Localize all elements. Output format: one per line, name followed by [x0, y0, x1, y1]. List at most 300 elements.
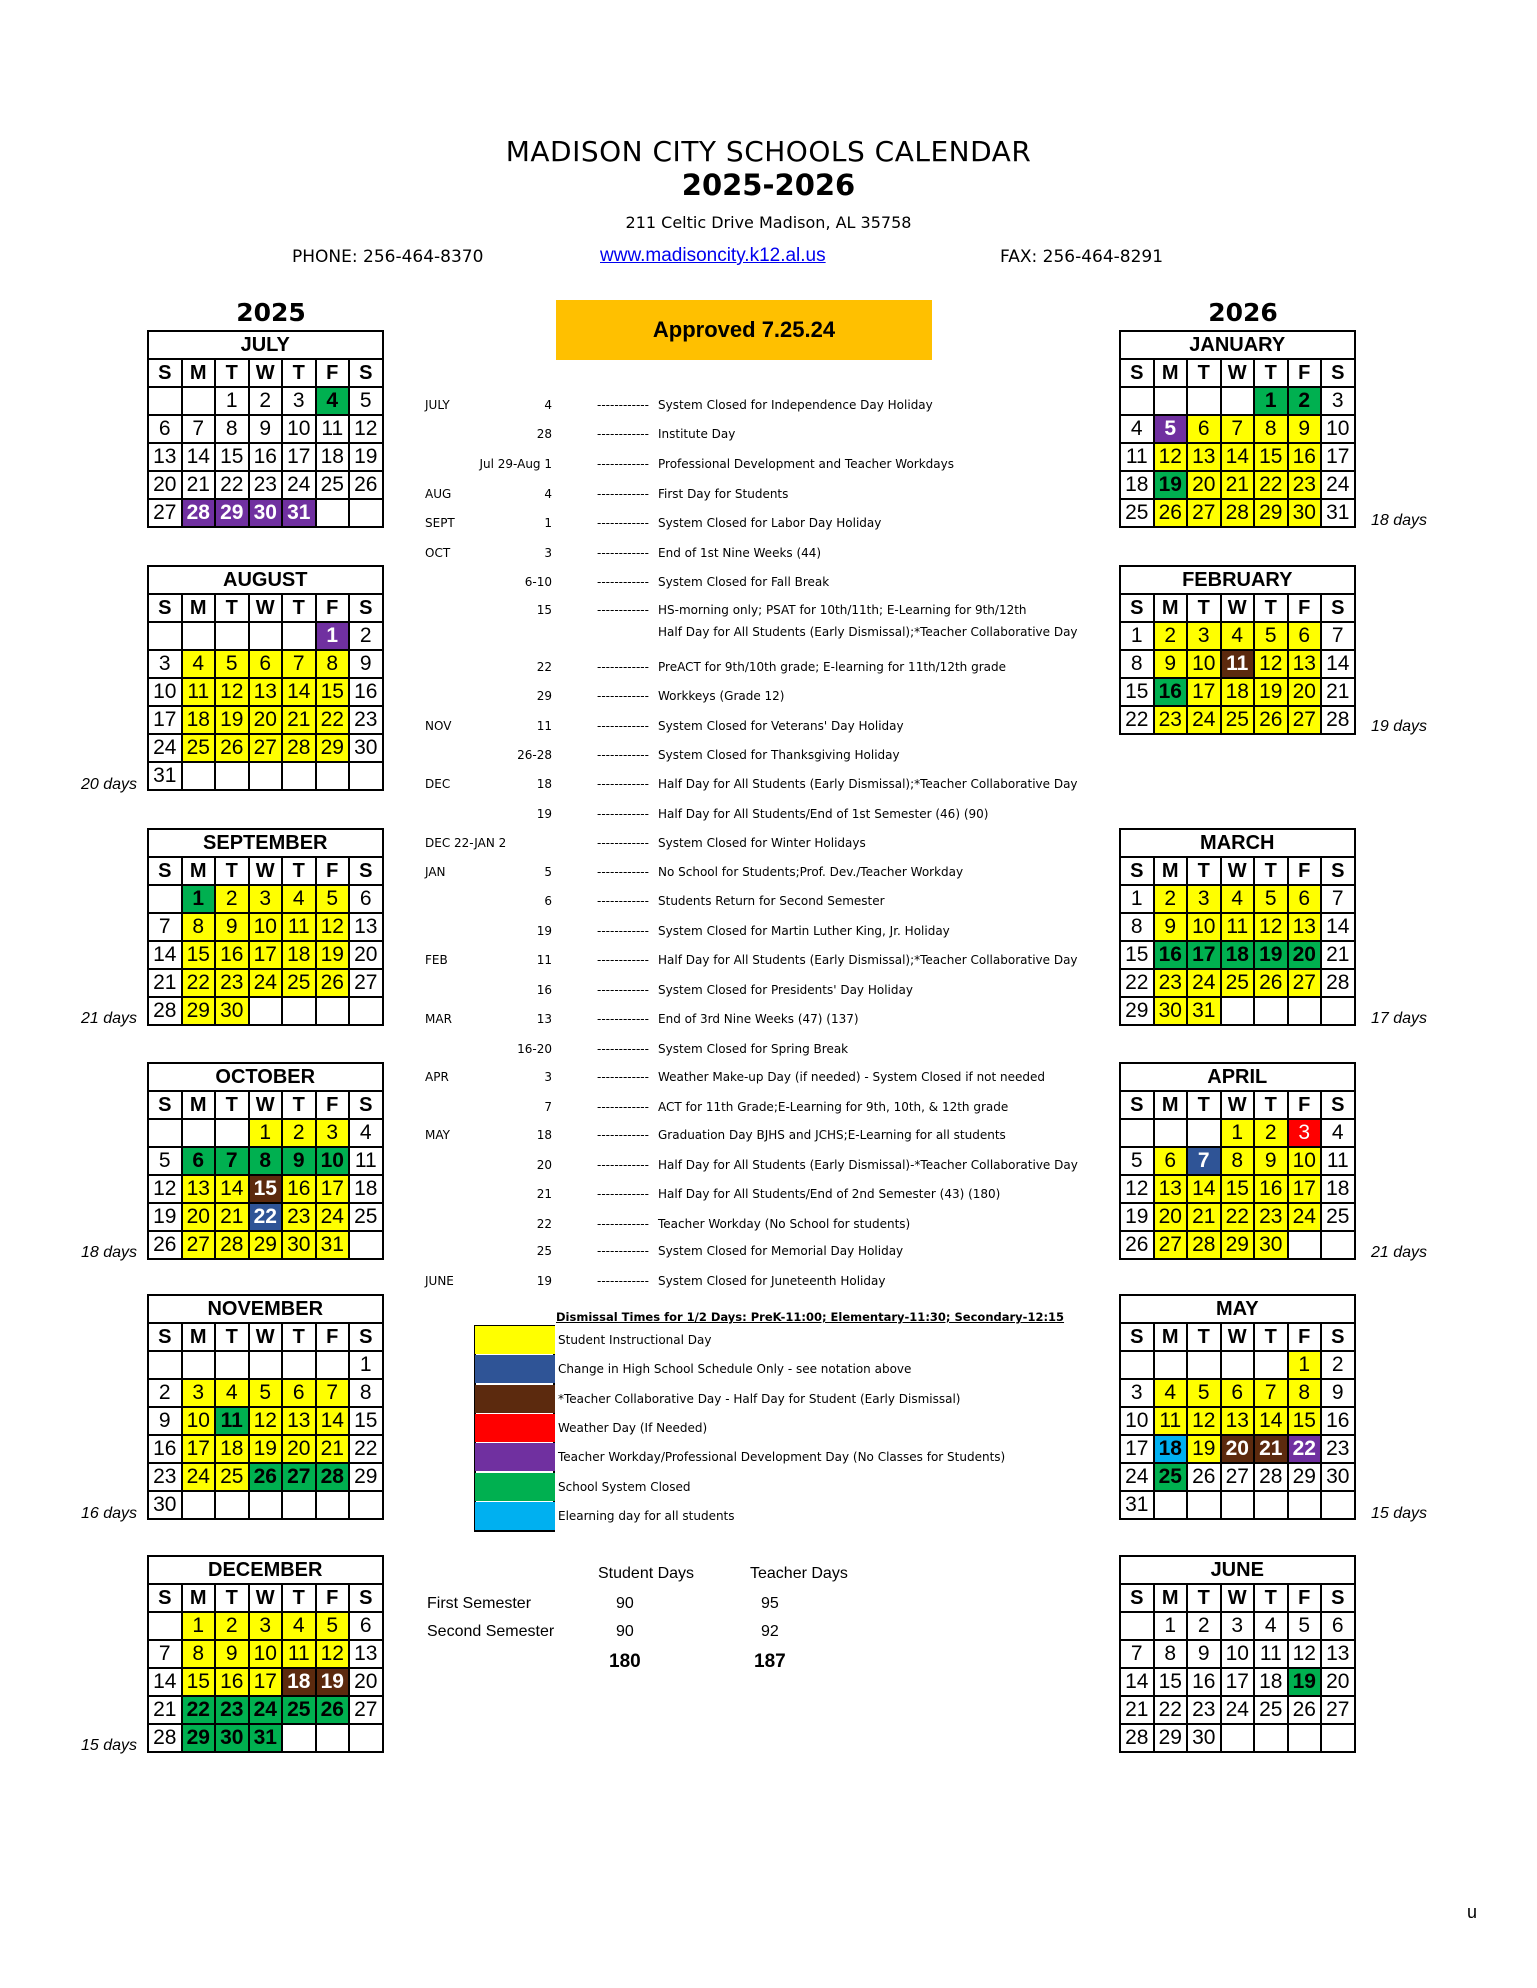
day-cell: 1 — [182, 1612, 216, 1640]
day-cell: 10 — [148, 678, 182, 706]
first-semester-label: First Semester — [427, 1595, 532, 1612]
day-cell: 26 — [1288, 1696, 1322, 1724]
empty-cell — [1254, 1724, 1288, 1752]
day-cell: 5 — [316, 1612, 350, 1640]
event-separator: ------------ — [597, 487, 649, 501]
day-cell: 25 — [282, 1696, 316, 1724]
event-separator: ------------ — [597, 1274, 649, 1288]
event-description: HS-morning only; PSAT for 10th/11th; E-Learning for 9th/12th — [658, 603, 1027, 617]
empty-cell — [1288, 1724, 1322, 1752]
day-cell: 8 — [1154, 1640, 1188, 1668]
day-cell: 11 — [282, 913, 316, 941]
legend-swatch-purple — [475, 1443, 555, 1471]
day-cell: 24 — [1321, 471, 1355, 499]
weekday-header: M — [182, 1323, 216, 1351]
day-cell: 11 — [1221, 650, 1255, 678]
school-days-count: 21 days — [1371, 1243, 1428, 1261]
school-days-count: 15 days — [1371, 1505, 1428, 1523]
address: 211 Celtic Drive Madison, AL 35758 — [625, 213, 912, 232]
day-cell: 20 — [282, 1435, 316, 1463]
day-cell: 28 — [1321, 706, 1355, 734]
day-cell: 8 — [1120, 650, 1154, 678]
day-cell: 14 — [1321, 913, 1355, 941]
day-cell: 9 — [1154, 913, 1188, 941]
event-date: 6 — [544, 894, 552, 908]
event-description: First Day for Students — [658, 487, 789, 501]
day-cell: 15 — [182, 1668, 216, 1696]
event-date: 4 — [544, 487, 552, 501]
event-date: 21 — [536, 1187, 552, 1201]
day-cell: 9 — [1288, 415, 1322, 443]
event-separator: ------------ — [597, 807, 649, 821]
empty-cell — [1321, 1231, 1355, 1259]
day-cell: 16 — [215, 941, 249, 969]
day-cell: 27 — [282, 1463, 316, 1491]
event-separator: ------------ — [597, 1042, 649, 1056]
weekday-header: S — [1120, 857, 1154, 885]
day-cell: 18 — [282, 1668, 316, 1696]
month-name: JULY — [148, 331, 383, 359]
day-cell: 5 — [1154, 415, 1188, 443]
day-cell: 31 — [249, 1724, 283, 1752]
day-cell: 29 — [249, 1231, 283, 1259]
empty-cell — [1187, 1351, 1221, 1379]
day-cell: 14 — [1254, 1407, 1288, 1435]
event-date: 26-28 — [517, 748, 552, 762]
day-cell: 29 — [215, 499, 249, 527]
empty-cell — [249, 1351, 283, 1379]
day-cell: 5 — [249, 1379, 283, 1407]
weekday-header: S — [1321, 857, 1355, 885]
empty-cell — [148, 1351, 182, 1379]
event-separator: ------------ — [597, 516, 649, 530]
day-cell: 20 — [1221, 1435, 1255, 1463]
day-cell: 21 — [148, 969, 182, 997]
empty-cell — [182, 387, 216, 415]
empty-cell — [316, 1491, 350, 1519]
event-month: FEB — [425, 953, 448, 967]
event-description: Teacher Workday (No School for students) — [658, 1217, 911, 1231]
day-cell: 17 — [182, 1435, 216, 1463]
weekday-header: T — [282, 857, 316, 885]
day-cell: 19 — [1254, 941, 1288, 969]
day-cell: 5 — [1120, 1147, 1154, 1175]
school-days-count: 20 days — [81, 776, 138, 794]
day-cell: 22 — [1120, 969, 1154, 997]
day-cell: 26 — [249, 1463, 283, 1491]
empty-cell — [316, 762, 350, 790]
day-cell: 13 — [1288, 913, 1322, 941]
empty-cell — [215, 1351, 249, 1379]
day-cell: 30 — [215, 997, 249, 1025]
day-cell: 24 — [1187, 969, 1221, 997]
weekday-header: S — [349, 857, 383, 885]
day-cell: 25 — [182, 734, 216, 762]
day-cell: 10 — [282, 415, 316, 443]
day-cell: 11 — [1221, 913, 1255, 941]
day-cell: 24 — [316, 1203, 350, 1231]
empty-cell — [1120, 1612, 1154, 1640]
day-cell: 14 — [148, 941, 182, 969]
empty-cell — [249, 762, 283, 790]
legend-swatch-red — [475, 1414, 555, 1442]
day-cell: 10 — [1187, 650, 1221, 678]
day-cell: 4 — [1221, 622, 1255, 650]
day-cell: 16 — [1254, 1175, 1288, 1203]
day-cell: 14 — [1120, 1668, 1154, 1696]
month-name: NOVEMBER — [148, 1295, 383, 1323]
day-cell: 2 — [1154, 622, 1188, 650]
event-date: 28 — [536, 427, 552, 441]
empty-cell — [282, 622, 316, 650]
empty-cell — [1187, 387, 1221, 415]
event-description: Students Return for Second Semester — [658, 894, 885, 908]
empty-cell — [1254, 1491, 1288, 1519]
day-cell: 15 — [215, 443, 249, 471]
day-cell: 11 — [182, 678, 216, 706]
day-cell: 1 — [1254, 387, 1288, 415]
day-cell: 4 — [282, 885, 316, 913]
day-cell: 6 — [1187, 415, 1221, 443]
weekday-header: S — [349, 1091, 383, 1119]
weekday-header: S — [349, 359, 383, 387]
legend-label: Weather Day (If Needed) — [558, 1420, 708, 1435]
empty-cell — [148, 387, 182, 415]
event-description: PreACT for 9th/10th grade; E-learning for 11th/12th grade — [658, 660, 1006, 674]
day-cell: 20 — [1288, 941, 1322, 969]
empty-cell — [1288, 1491, 1322, 1519]
empty-cell — [1321, 1491, 1355, 1519]
day-cell: 27 — [1288, 706, 1322, 734]
day-cell: 30 — [282, 1231, 316, 1259]
weekday-header: T — [1254, 594, 1288, 622]
weekday-header: S — [1120, 1323, 1154, 1351]
month-name: FEBRUARY — [1120, 566, 1355, 594]
event-description: System Closed for Winter Holidays — [658, 836, 866, 850]
weekday-header: S — [349, 1584, 383, 1612]
day-cell: 2 — [1187, 1612, 1221, 1640]
month-august — [147, 565, 384, 791]
day-cell: 3 — [1321, 387, 1355, 415]
day-cell: 24 — [1120, 1463, 1154, 1491]
weekday-header: T — [1254, 1091, 1288, 1119]
month-september — [147, 828, 384, 1026]
day-cell: 18 — [1321, 1175, 1355, 1203]
day-cell: 16 — [1288, 443, 1322, 471]
event-month: OCT — [425, 546, 451, 560]
day-cell: 18 — [1120, 471, 1154, 499]
day-cell: 4 — [1254, 1612, 1288, 1640]
day-cell: 16 — [1154, 678, 1188, 706]
event-date: 16-20 — [517, 1042, 552, 1056]
day-cell: 7 — [282, 650, 316, 678]
total-teacher-days: 187 — [754, 1651, 786, 1672]
day-cell: 2 — [215, 885, 249, 913]
day-cell: 28 — [1187, 1231, 1221, 1259]
day-cell: 29 — [1120, 997, 1154, 1025]
weekday-header: T — [282, 594, 316, 622]
day-cell: 2 — [282, 1119, 316, 1147]
day-cell: 6 — [1321, 1612, 1355, 1640]
day-cell: 3 — [148, 650, 182, 678]
empty-cell — [1221, 997, 1255, 1025]
empty-cell — [148, 1119, 182, 1147]
event-date: 18 — [536, 777, 552, 791]
day-cell: 17 — [282, 443, 316, 471]
day-cell: 8 — [349, 1379, 383, 1407]
empty-cell — [1154, 1351, 1188, 1379]
empty-cell — [1221, 1491, 1255, 1519]
event-description: System Closed for Spring Break — [658, 1042, 849, 1056]
empty-cell — [1154, 387, 1188, 415]
day-cell: 20 — [349, 1668, 383, 1696]
day-cell: 1 — [1120, 622, 1154, 650]
weekday-header: F — [1288, 594, 1322, 622]
empty-cell — [1154, 1119, 1188, 1147]
event-separator: ------------ — [597, 427, 649, 441]
empty-cell — [249, 622, 283, 650]
day-cell: 24 — [1221, 1696, 1255, 1724]
day-cell: 30 — [349, 734, 383, 762]
day-cell: 20 — [182, 1203, 216, 1231]
weekday-header: T — [1187, 857, 1221, 885]
event-month: JULY — [425, 398, 450, 412]
day-cell: 12 — [1187, 1407, 1221, 1435]
day-cell: 24 — [249, 1696, 283, 1724]
day-cell: 7 — [1321, 622, 1355, 650]
day-cell: 29 — [1288, 1463, 1322, 1491]
event-month: MAR — [425, 1012, 452, 1026]
day-cell: 11 — [316, 415, 350, 443]
day-cell: 3 — [282, 387, 316, 415]
weekday-header: F — [316, 857, 350, 885]
empty-cell — [182, 1351, 216, 1379]
day-cell: 12 — [1154, 443, 1188, 471]
event-description: Half Day for All Students (Early Dismissal);*Teacher Collaborative Day — [658, 777, 1078, 791]
weekday-header: S — [1321, 1091, 1355, 1119]
day-cell: 28 — [215, 1231, 249, 1259]
day-cell: 27 — [1321, 1696, 1355, 1724]
day-cell: 26 — [1120, 1231, 1154, 1259]
event-separator: ------------ — [597, 983, 649, 997]
empty-cell — [1321, 1724, 1355, 1752]
weekday-header: F — [1288, 857, 1322, 885]
weekday-header: W — [1221, 1323, 1255, 1351]
day-cell: 5 — [1288, 1612, 1322, 1640]
school-days-count: 15 days — [81, 1736, 138, 1754]
event-description: Half Day for All Students (Early Dismissal);*Teacher Collaborative Day — [658, 953, 1078, 967]
day-cell: 13 — [148, 443, 182, 471]
day-cell: 10 — [1221, 1640, 1255, 1668]
weekday-header: S — [148, 857, 182, 885]
day-cell: 1 — [316, 622, 350, 650]
legend-swatch-green — [475, 1473, 555, 1501]
day-cell: 20 — [349, 941, 383, 969]
event-month: JUNE — [425, 1274, 454, 1288]
weekday-header: W — [1221, 359, 1255, 387]
dismissal-times: Dismissal Times for 1/2 Days: PreK-11:00; Elementary-11:30; Secondary-12:15 — [556, 1310, 1065, 1324]
empty-cell — [182, 1491, 216, 1519]
event-separator: ------------ — [597, 1070, 649, 1084]
day-cell: 23 — [215, 1696, 249, 1724]
day-cell: 9 — [1321, 1379, 1355, 1407]
day-cell: 27 — [349, 1696, 383, 1724]
day-cell: 6 — [182, 1147, 216, 1175]
event-date: 18 — [536, 1128, 552, 1142]
day-cell: 16 — [1187, 1668, 1221, 1696]
day-cell: 31 — [282, 499, 316, 527]
empty-cell — [1221, 1351, 1255, 1379]
day-cell: 26 — [215, 734, 249, 762]
empty-cell — [182, 1119, 216, 1147]
website-link[interactable]: www.madisoncity.k12.al.us — [600, 245, 826, 266]
event-date: 19 — [536, 807, 552, 821]
day-cell: 10 — [1288, 1147, 1322, 1175]
day-cell: 13 — [1187, 443, 1221, 471]
school-days-count: 19 days — [1371, 717, 1428, 735]
weekday-header: T — [1254, 1584, 1288, 1612]
legend-swatch-cyan — [475, 1502, 555, 1530]
day-cell: 11 — [282, 1640, 316, 1668]
weekday-header: S — [1321, 1584, 1355, 1612]
day-cell: 22 — [1120, 706, 1154, 734]
event-description: System Closed for Veterans' Day Holiday — [658, 719, 904, 733]
day-cell: 28 — [148, 1724, 182, 1752]
day-cell: 27 — [349, 969, 383, 997]
day-cell: 21 — [1321, 678, 1355, 706]
day-cell: 5 — [316, 885, 350, 913]
day-cell: 21 — [215, 1203, 249, 1231]
day-cell: 26 — [1254, 969, 1288, 997]
day-cell: 11 — [215, 1407, 249, 1435]
empty-cell — [316, 1351, 350, 1379]
event-description: System Closed for Thanksgiving Holiday — [658, 748, 900, 762]
day-cell: 2 — [349, 622, 383, 650]
empty-cell — [282, 762, 316, 790]
weekday-header: M — [182, 857, 216, 885]
day-cell: 21 — [182, 471, 216, 499]
day-cell: 4 — [215, 1379, 249, 1407]
day-cell: 9 — [215, 913, 249, 941]
day-cell: 25 — [1254, 1696, 1288, 1724]
day-cell: 15 — [1120, 941, 1154, 969]
weekday-header: M — [1154, 1584, 1188, 1612]
event-date: 3 — [544, 546, 552, 560]
day-cell: 17 — [1321, 443, 1355, 471]
day-cell: 5 — [1187, 1379, 1221, 1407]
day-cell: 21 — [1221, 471, 1255, 499]
event-separator: ------------ — [597, 894, 649, 908]
day-cell: 28 — [182, 499, 216, 527]
day-cell: 1 — [1221, 1119, 1255, 1147]
day-cell: 13 — [349, 913, 383, 941]
day-cell: 13 — [1154, 1175, 1188, 1203]
weekday-header: W — [249, 1091, 283, 1119]
event-description: Graduation Day BJHS and JCHS;E-Learning for all students — [658, 1128, 1006, 1142]
day-cell: 7 — [316, 1379, 350, 1407]
weekday-header: M — [1154, 1091, 1188, 1119]
day-cell: 22 — [1154, 1696, 1188, 1724]
weekday-header: S — [1321, 1323, 1355, 1351]
day-cell: 28 — [148, 997, 182, 1025]
weekday-header: T — [282, 359, 316, 387]
empty-cell — [1221, 387, 1255, 415]
event-separator: ------------ — [597, 689, 649, 703]
day-cell: 23 — [1254, 1203, 1288, 1231]
day-cell: 12 — [316, 1640, 350, 1668]
event-date: 29 — [536, 689, 552, 703]
event-description: System Closed for Juneteenth Holiday — [658, 1274, 886, 1288]
day-cell: 22 — [182, 1696, 216, 1724]
year-right: 2026 — [1208, 298, 1278, 327]
day-cell: 1 — [1154, 1612, 1188, 1640]
day-cell: 7 — [1221, 415, 1255, 443]
empty-cell — [316, 499, 350, 527]
legend-label: Elearning day for all students — [558, 1508, 735, 1523]
weekday-header: S — [148, 594, 182, 622]
day-cell: 14 — [215, 1175, 249, 1203]
day-cell: 22 — [1221, 1203, 1255, 1231]
day-cell: 11 — [1154, 1407, 1188, 1435]
day-cell: 9 — [282, 1147, 316, 1175]
event-description: System Closed for Independence Day Holiday — [658, 398, 933, 412]
weekday-header: F — [316, 1091, 350, 1119]
day-cell: 25 — [1221, 969, 1255, 997]
day-cell: 30 — [1154, 997, 1188, 1025]
weekday-header: S — [1120, 359, 1154, 387]
event-description: ACT for 11th Grade;E-Learning for 9th, 10th, & 12th grade — [658, 1100, 1009, 1114]
weekday-header: F — [316, 1323, 350, 1351]
day-cell: 3 — [1120, 1379, 1154, 1407]
month-march — [1119, 828, 1356, 1026]
day-cell: 24 — [249, 969, 283, 997]
day-cell: 19 — [1254, 678, 1288, 706]
day-cell: 24 — [182, 1463, 216, 1491]
weekday-header: T — [282, 1323, 316, 1351]
day-cell: 2 — [249, 387, 283, 415]
day-cell: 8 — [249, 1147, 283, 1175]
day-cell: 1 — [182, 885, 216, 913]
day-cell: 12 — [249, 1407, 283, 1435]
event-date: 7 — [544, 1100, 552, 1114]
event-separator: ------------ — [597, 603, 649, 617]
day-cell: 21 — [316, 1435, 350, 1463]
empty-cell — [148, 622, 182, 650]
weekday-header: T — [1254, 857, 1288, 885]
event-separator: ------------ — [597, 398, 649, 412]
month-name: OCTOBER — [148, 1063, 383, 1091]
day-cell: 31 — [148, 762, 182, 790]
empty-cell — [182, 762, 216, 790]
day-cell: 15 — [1154, 1668, 1188, 1696]
day-cell: 26 — [1187, 1463, 1221, 1491]
day-cell: 23 — [249, 471, 283, 499]
day-cell: 26 — [316, 969, 350, 997]
month-april — [1119, 1062, 1356, 1260]
day-cell: 1 — [1120, 885, 1154, 913]
day-cell: 10 — [1187, 913, 1221, 941]
day-cell: 13 — [249, 678, 283, 706]
event-separator: ------------ — [597, 457, 649, 471]
day-cell: 24 — [148, 734, 182, 762]
day-cell: 18 — [1154, 1435, 1188, 1463]
day-cell: 16 — [249, 443, 283, 471]
weekday-header: F — [316, 359, 350, 387]
weekday-header: S — [1120, 594, 1154, 622]
day-cell: 12 — [148, 1175, 182, 1203]
event-date: 22 — [536, 660, 552, 674]
weekday-header: T — [1187, 1323, 1221, 1351]
